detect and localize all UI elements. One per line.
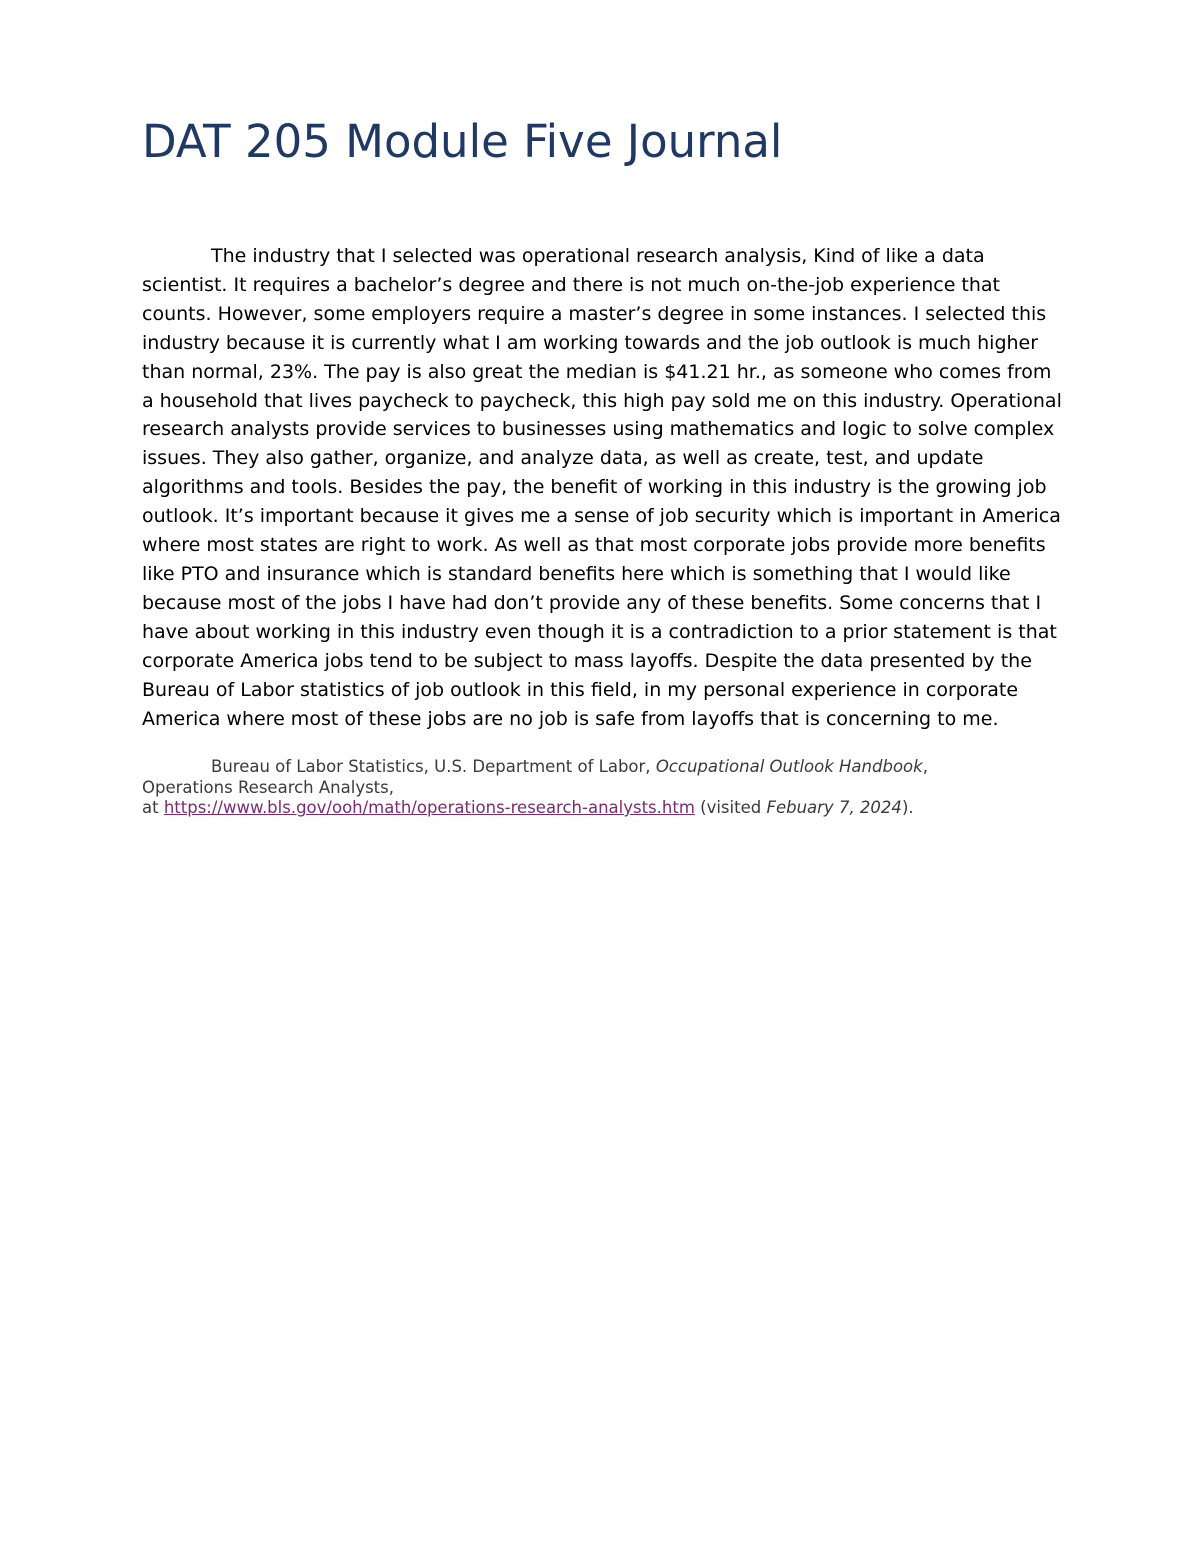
body-line: outlook. It’s important because it gives me a sense of job security which is important in America xyxy=(142,505,1061,528)
body-line: issues. They also gather, organize, and analyze data, as well as create, test, and update xyxy=(142,447,984,470)
citation-publication-title: Occupational Outlook Handbook xyxy=(655,757,923,776)
body-line: research analysts provide services to businesses using mathematics and logic to solve complex xyxy=(142,418,1055,441)
body-line: a household that lives paycheck to paycheck, this high pay sold me on this industry. Operational xyxy=(142,389,1062,412)
body-line: counts. However, some employers require a master’s degree in some instances. I selected this xyxy=(142,302,1047,325)
citation-punctuation: , xyxy=(922,757,928,776)
citation-visited-suffix: ). xyxy=(901,798,914,817)
body-line: because most of the jobs I have had don’t provide any of these benefits. Some concerns that I xyxy=(142,591,1042,614)
body-line: Bureau of Labor statistics of job outlook in this field, in my personal experience in corporate xyxy=(142,678,1019,701)
body-line: America where most of these jobs are no job is safe from layoffs that is concerning to me. xyxy=(142,707,999,730)
body-line: scientist. It requires a bachelor’s degree and there is not much on-the-job experience that xyxy=(142,273,1001,296)
body-line: where most states are right to work. As well as that most corporate jobs provide more benefits xyxy=(142,534,1046,557)
body-line: algorithms and tools. Besides the pay, the benefit of working in this industry is the growing job xyxy=(142,476,1047,499)
body-paragraph xyxy=(142,242,1062,733)
citation-at-prefix: at xyxy=(142,798,164,817)
citation-line-2: Operations Research Analysts, xyxy=(142,777,394,797)
body-line: than normal, 23%. The pay is also great the median is $41.21 hr., as someone who comes from xyxy=(142,360,1052,383)
body-line: The industry that I selected was operational research analysis, Kind of like a data xyxy=(211,245,985,267)
body-line: corporate America jobs tend to be subject to mass layoffs. Despite the data presented by the xyxy=(142,649,1032,672)
citation-visited-date: Febuary 7, 2024 xyxy=(766,798,902,817)
document-title: DAT 205 Module Five Journal xyxy=(142,115,783,168)
body-line: like PTO and insurance which is standard benefits here which is something that I would like xyxy=(142,562,1011,585)
citation-link[interactable]: https://www.bls.gov/ooh/math/operations-research-analysts.htm xyxy=(163,798,695,817)
body-line: industry because it is currently what I am working towards and the job outlook is much higher xyxy=(142,331,1039,354)
citation-line-1 xyxy=(142,757,1042,778)
body-line: have about working in this industry even though it is a contradiction to a prior statement is that xyxy=(142,620,1057,643)
citation-block xyxy=(142,757,1042,819)
citation-line-3 xyxy=(142,798,1042,819)
citation-source: Bureau of Labor Statistics, U.S. Department of Labor, xyxy=(211,757,656,776)
citation-visited-prefix: (visited xyxy=(694,798,767,817)
